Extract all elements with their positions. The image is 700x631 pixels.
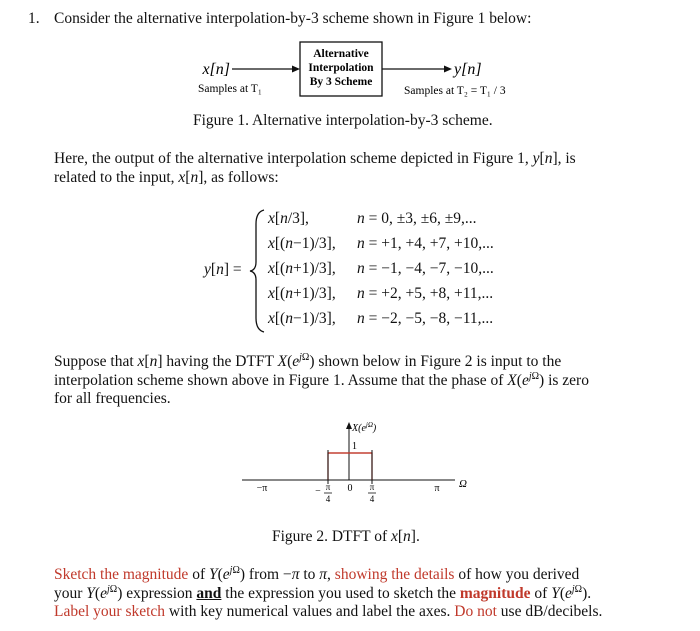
equation-left-brace [248, 208, 270, 334]
tick-neg-frac-minus: − [315, 486, 321, 497]
dtft-rectangle [328, 453, 372, 480]
para1-line1: Here, the output of the alternative interpolation scheme depicted in Figure 1, y[n], is [54, 150, 576, 167]
input-arrowhead [292, 66, 300, 73]
case-3-cond: n = −1, −4, −7, −10,... [357, 260, 494, 277]
case-1-cond: n = 0, ±3, ±6, ±9,... [357, 210, 477, 227]
tick-pos-frac-den: 4 [369, 494, 375, 504]
tick-neg-frac-den: 4 [325, 494, 331, 504]
box-line-2: Interpolation [308, 62, 374, 74]
box-line-1: Alternative [313, 48, 369, 60]
figure-1-caption: Figure 1. Alternative interpolation-by-3 scheme. [193, 112, 493, 129]
input-signal-label: x[n] [202, 61, 230, 78]
y-axis-label: $X(e^{j\Omega})$ [352, 421, 377, 434]
para2-line3: for all frequencies. [54, 390, 171, 407]
para1-line2: related to the input, x[n], as follows: [54, 169, 279, 186]
output-sampling-label: Samples at T₂ = T₁ / 3 [404, 85, 506, 97]
task-line3: Label your sketch with key numerical values and label the axes. Do not use dB/decibels. [54, 603, 603, 620]
tick-zero: 0 [347, 483, 353, 494]
case-5-cond: n = −2, −5, −8, −11,... [357, 310, 494, 327]
case-2-cond: n = +1, +4, +7, +10,... [357, 235, 494, 252]
case-4-cond: n = +2, +5, +8, +11,... [357, 285, 494, 302]
output-signal-label: y[n] [454, 61, 482, 78]
para2-line1: Suppose that x[n] having the DTFT $X(e^{j\Omega})$ shown below in Figure 2 is input to the [54, 352, 562, 371]
case-2-expr: x[(n−1)/3], [268, 235, 336, 252]
case-3-expr: x[(n+1)/3], [268, 260, 336, 277]
figure-2-dtft-plot [240, 420, 480, 520]
case-5-expr: x[(n−1)/3], [268, 310, 336, 327]
tick-neg-pi: −π [256, 483, 268, 494]
equation-lhs: y[n] = [204, 261, 242, 278]
x-axis-label: Ω [459, 478, 467, 490]
figure-1-block-diagram [180, 38, 560, 148]
case-1-expr: x[n/3], [268, 210, 309, 227]
para2-line2: interpolation scheme shown above in Figure 1. Assume that the phase of $X(e^{j\Omega})$ is zero [54, 371, 589, 390]
task-line1: Sketch the magnitude of $Y(e^{j\Omega})$ from −π to π, showing the details of how you derived [54, 565, 580, 584]
height-label: 1 [352, 441, 357, 452]
question-number: 1. [28, 10, 40, 27]
task-line2: your $Y(e^{j\Omega})$ expression and the expression you used to sketch the magnitude of $Y(e^{j\Omega})$. [54, 584, 592, 603]
output-arrowhead [444, 66, 452, 73]
case-4-expr: x[(n+1)/3], [268, 285, 336, 302]
tick-neg-frac-num: π [325, 482, 331, 492]
tick-pos-pi: π [434, 483, 440, 494]
figure-2-caption: Figure 2. DTFT of x[n]. [272, 528, 420, 545]
input-sampling-label: Samples at T₁ [198, 83, 262, 95]
tick-pos-frac-num: π [369, 482, 375, 492]
box-line-3: By 3 Scheme [309, 76, 373, 88]
question-intro: Consider the alternative interpolation-by-3 scheme shown in Figure 1 below: [54, 10, 532, 27]
